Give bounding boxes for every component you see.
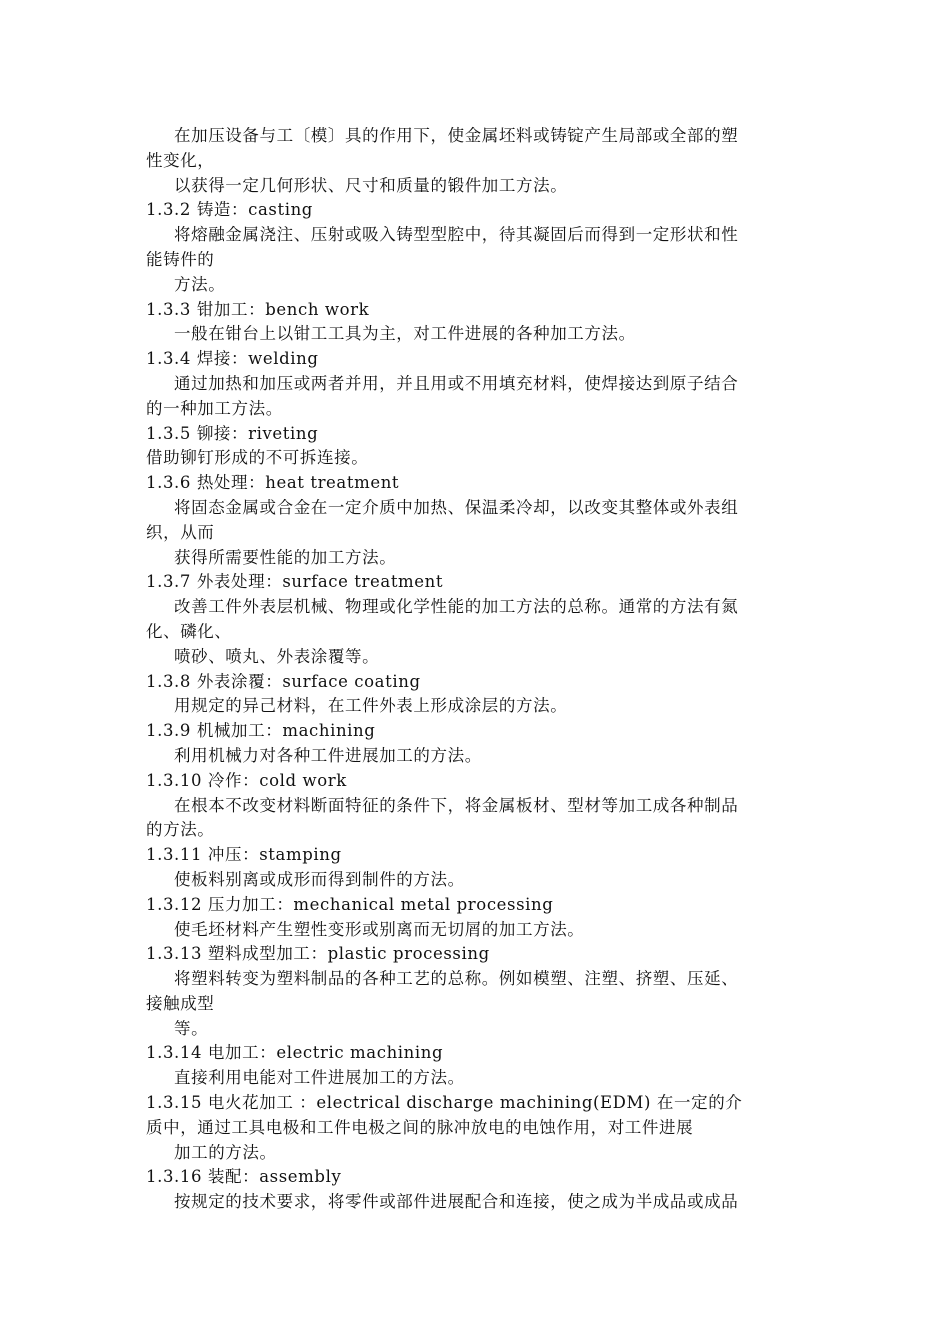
section-heading: 1.3.15 电火花加工 ：electrical discharge machining(EDM) 在一定的介 [146,1093,743,1113]
document-body [146,124,808,1215]
text-line: 的一种加工方法。 [146,398,283,418]
section-heading: 1.3.11 冲压：stamping [146,845,342,865]
text-line: 使毛坯材料产生塑性变形或别离而无切屑的加工方法。 [174,919,585,939]
text-line: 织，从而 [146,522,215,542]
section-heading: 1.3.9 机械加工：machining [146,721,376,741]
text-line: 改善工件外表层机械、物理或化学性能的加工方法的总称。通常的方法有氮 [174,597,739,617]
section-heading: 1.3.8 外表涂覆：surface coating [146,671,421,691]
text-line: 直接利用电能对工件进展加工的方法。 [174,1068,465,1088]
section-heading: 1.3.13 塑料成型加工：plastic processing [146,944,490,964]
section-heading: 1.3.6 热处理：heat treatment [146,473,400,493]
text-line: 利用机械力对各种工件进展加工的方法。 [174,745,482,765]
section-heading: 1.3.7 外表处理：surface treatment [146,572,444,592]
section-heading: 1.3.14 电加工：electric machining [146,1043,444,1063]
text-line: 以获得一定几何形状、尺寸和质量的锻件加工方法。 [174,175,568,195]
text-line: 将熔融金属浇注、压射或吸入铸型型腔中，待其凝固后而得到一定形状和性 [174,225,739,245]
text-line: 的方法。 [146,820,215,840]
text-line: 方法。 [174,274,226,294]
text-line: 喷砂、喷丸、外表涂覆等。 [174,646,380,666]
text-line: 按规定的技术要求，将零件或部件进展配合和连接，使之成为半成品或成品 [174,1192,739,1212]
text-line: 等。 [174,1018,209,1038]
section-heading: 1.3.16 装配：assembly [146,1167,342,1187]
section-heading: 1.3.10 冷作：cold work [146,770,347,790]
text-line: 接触成型 [146,993,215,1013]
text-line: 通过加热和加压或两者并用，并且用或不用填充材料，使焊接达到原子结合 [174,373,739,393]
text-line: 一般在钳台上以钳工工具为主，对工件进展的各种加工方法。 [174,324,636,344]
text-line: 能铸件的 [146,249,215,269]
text-line: 借助铆钉形成的不可拆连接。 [146,448,369,468]
text-line: 用规定的异己材料，在工件外表上形成涂层的方法。 [174,696,568,716]
section-heading: 1.3.3 钳加工：bench work [146,299,370,319]
text-line: 将塑料转变为塑料制品的各种工艺的总称。例如模塑、注塑、挤塑、压延、 [174,969,739,989]
text-line: 性变化， [146,150,215,170]
text-line: 加工的方法。 [174,1142,277,1162]
text-line: 使板料别离或成形而得到制件的方法。 [174,869,465,889]
section-heading: 1.3.2 铸造：casting [146,200,313,220]
text-line: 将固态金属或合金在一定介质中加热、保温柔冷却，以改变其整体或外表组 [174,497,739,517]
text-line: 获得所需要性能的加工方法。 [174,547,397,567]
section-heading: 1.3.4 焊接：welding [146,349,319,369]
text-line: 在加压设备与工〔模〕具的作用下，使金属坯料或铸锭产生局部或全部的塑 [174,126,739,145]
section-heading: 1.3.12 压力加工：mechanical metal processing [146,894,554,914]
text-line: 在根本不改变材料断面特征的条件下，将金属板材、型材等加工成各种制品 [174,795,739,815]
text-line: 化、磷化、 [146,621,232,641]
section-heading: 1.3.5 铆接：riveting [146,423,319,443]
text-line: 质中，通过工具电极和工件电极之间的脉冲放电的电蚀作用，对工件进展 [146,1117,694,1137]
